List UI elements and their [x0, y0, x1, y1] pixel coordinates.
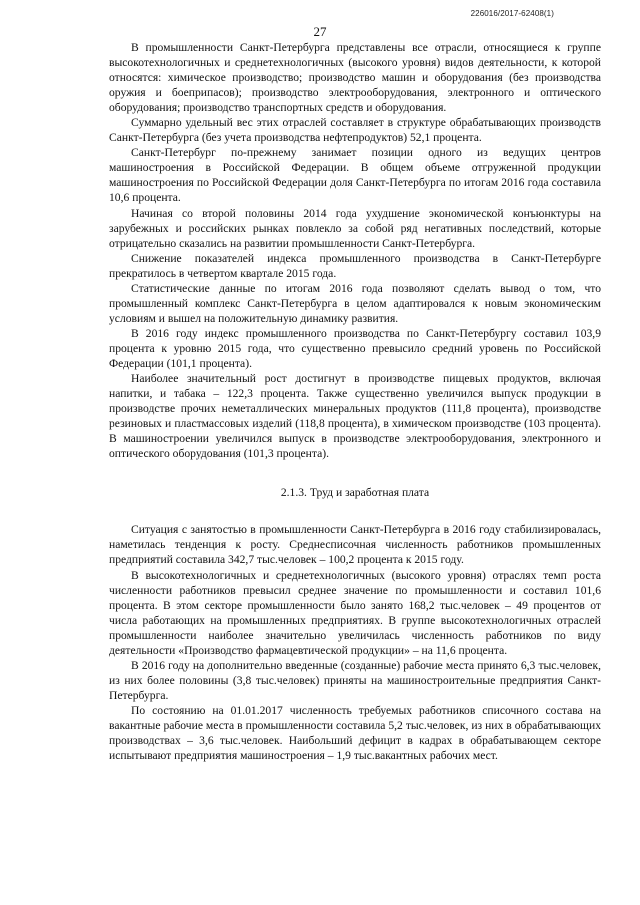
paragraph: В 2016 году на дополнительно введенные (созданные) рабочие места принято 6,3 тыс.человек, из них более половины (3,8 тыс.человек) приняты на машиностроительные предприятия Санкт-Петербурга. — [109, 658, 601, 702]
page-number: 27 — [313, 24, 327, 39]
paragraph: В 2016 году индекс промышленного производства по Санкт-Петербургу составил 103,9 процента к уровню 2015 года, что существенно превысило средний уровень по Российской Федерации (101,1 процента). — [109, 326, 601, 370]
paragraph: Наиболее значительный рост достигнут в производстве пищевых продуктов, включая напитки, и табака – 122,3 процента. Также существенно увеличился выпуск продукции в производстве прочих неметаллических минеральных продуктов (111,8 процента), производстве резиновых и пластмассовых изделий (118,8 процента), в химическом производстве (103 процента). В машиностроении увеличился выпуск в производстве электрооборудования, электронного и оптического оборудования (101,3 процента). — [109, 372, 601, 461]
paragraph: Суммарно удельный вес этих отраслей составляет в структуре обрабатывающих производств Санкт-Петербурга (без учета производства нефтепродуктов) 52,1 процента. — [109, 116, 601, 145]
paragraph: Ситуация с занятостью в промышленности Санкт-Петербурга в 2016 году стабилизировалась, наметилась тенденция к росту. Среднесписочная численность работников промышленных предприятий составила 342,7 тыс.человек – 100,2 процента к 2015 году. — [109, 523, 601, 567]
paragraph: Начиная со второй половины 2014 года ухудшение экономической конъюнктуры на зарубежных и российских рынках повлекло за собой ряд негативных последствий, которые отрицательно сказались на развитии промышленности Санкт-Петербурга. — [109, 206, 601, 250]
paragraph: По состоянию на 01.01.2017 численность требуемых работников списочного состава на вакантные рабочие места в промышленности составила 5,2 тыс.человек, из них в обрабатывающих производствах – 3,6 тыс.человек. Наибольший дефицит в кадрах в обрабатывающем секторе испытывают предприятия машиностроения – 1,9 тыс.вакантных рабочих мест. — [109, 703, 601, 763]
paragraph: Статистические данные по итогам 2016 года позволяют сделать вывод о том, что промышленный комплекс Санкт-Петербурга в целом адаптировался к новым экономическим условиям и вышел на положительную динамику развития. — [109, 281, 601, 325]
paragraph: Санкт-Петербург по-прежнему занимает позиции одного из ведущих центров машиностроения в Российской Федерации. В общем объеме отгруженной продукции машиностроения по Российской Федерации доля Санкт-Петербурга по итогам 2016 года составила 10,6 процента. — [109, 146, 601, 205]
paragraph: Снижение показателей индекса промышленного производства в Санкт-Петербурге прекратилось в четвертом квартале 2015 года. — [109, 251, 601, 280]
paragraph: В промышленности Санкт-Петербурга представлены все отрасли, относящиеся к группе высокотехнологичных и среднетехнологичных (высокого уровня) видов деятельности, к которой относятся: химическое производство; производство машин и оборудования (без производства оружия и боеприпасов); производство электрооборудования, электронного и оптического оборудования; производство транспортных средств и оборудования. — [109, 41, 601, 115]
paragraph: В высокотехнологичных и среднетехнологичных (высокого уровня) отраслях темп роста численности работников превысил среднее значение по промышленности и составил 101,6 процента. В этом секторе промышленности было занято 168,2 тыс.человек – 49 процентов от числа работающих на промышленных предприятиях. В группе высокотехнологичных отраслей промышленности наиболее значительно увеличилась численность работников по виду деятельности «Производство фармацевтической продукции» – на 11,6 процента. — [109, 568, 601, 657]
section-heading: 2.1.3. Труд и заработная плата — [280, 486, 430, 500]
document-number: 226016/2017-62408(1) — [470, 9, 554, 18]
document-body — [109, 40, 601, 763]
